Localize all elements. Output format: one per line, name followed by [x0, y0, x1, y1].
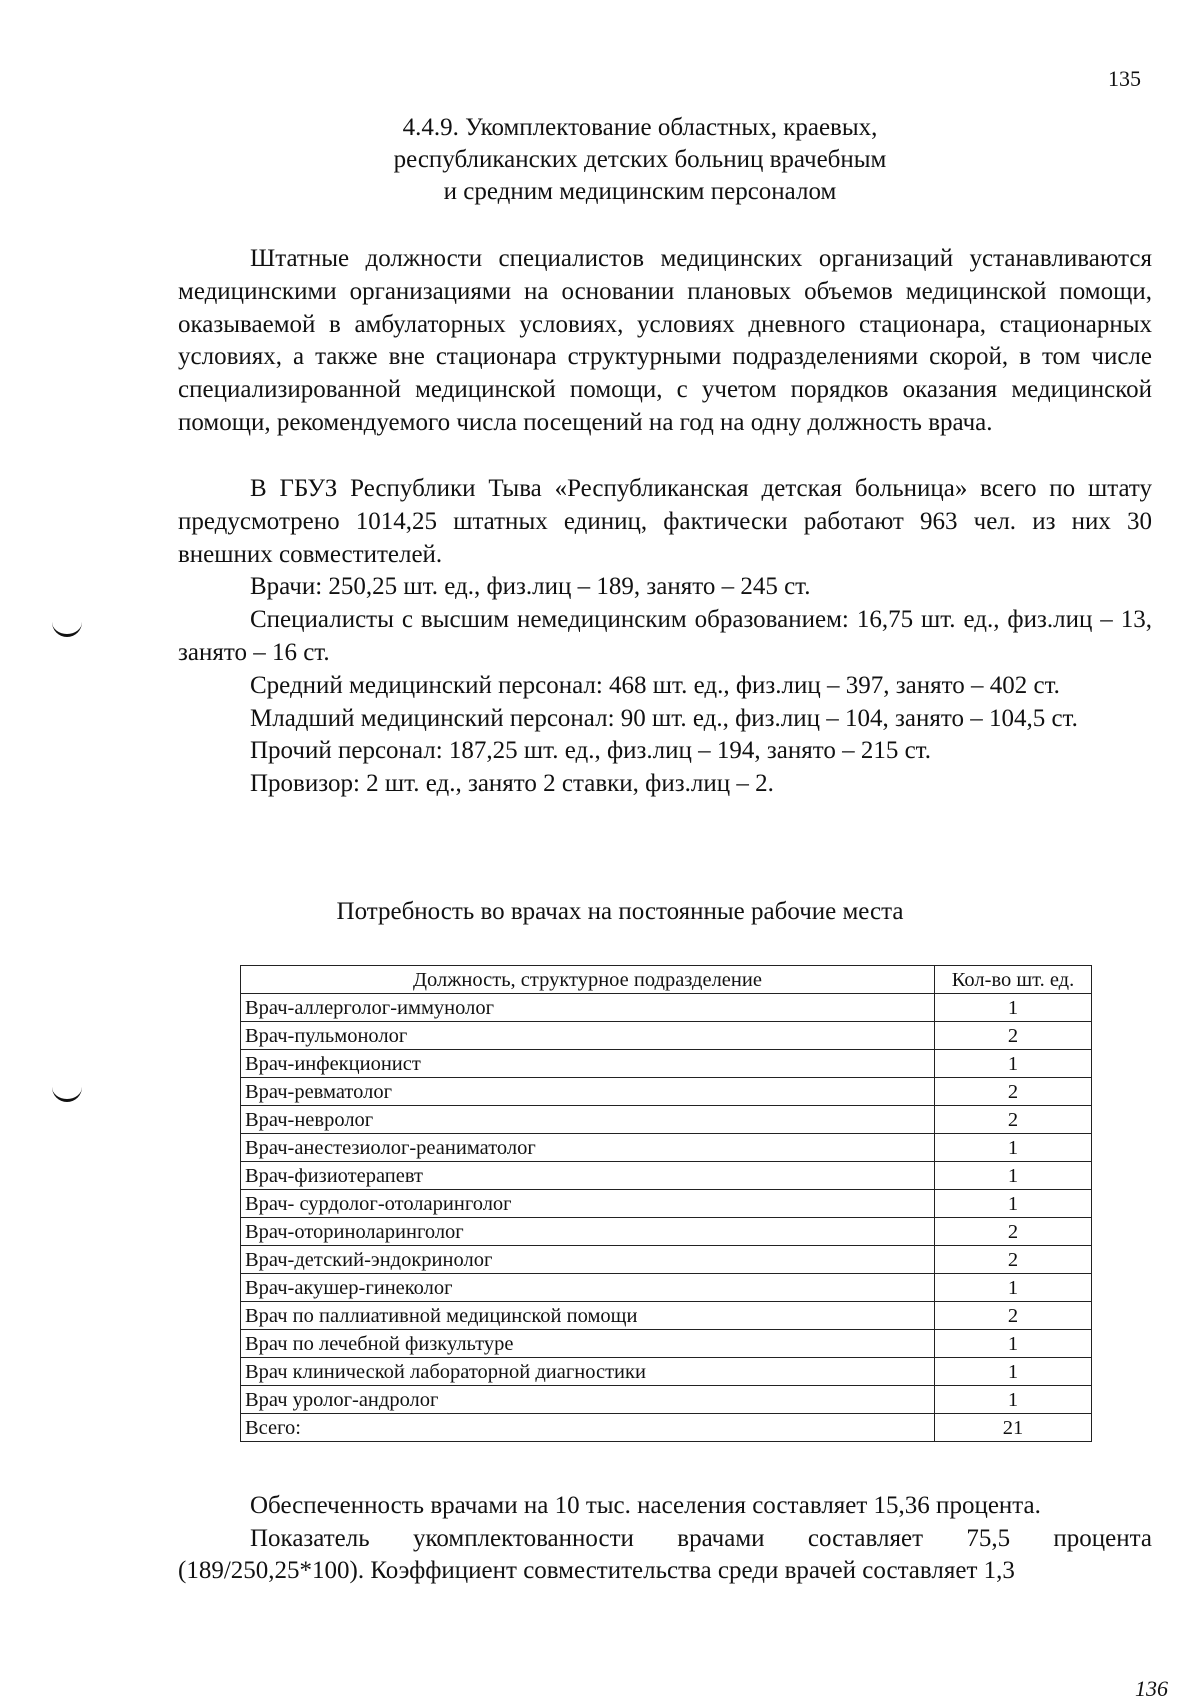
table-row — [241, 1358, 1092, 1386]
margin-mark — [52, 620, 82, 637]
count-cell: 1 — [935, 1386, 1092, 1414]
position-cell: Врач-инфекционист — [241, 1050, 935, 1078]
table-caption: Потребность во врачах на постоянные рабочие места — [336, 898, 904, 925]
position-cell: Врач уролог-андролог — [241, 1386, 935, 1414]
count-cell: 1 — [935, 994, 1092, 1022]
count-cell: 1 — [935, 1358, 1092, 1386]
paragraph-staffing-rate: Показатель укомплектованности врачами составляет 75,5 процента (189/250,25*100). Коэффициент совместительства среди врачей составляет 1,3 — [178, 1524, 1152, 1584]
position-cell: Врач-анестезиолог-реаниматолог — [241, 1134, 935, 1162]
table-header-row — [241, 966, 1092, 994]
position-cell: Врач-акушер-гинеколог — [241, 1274, 935, 1302]
paragraph-junior-staff: Младший медицинский персонал: 90 шт. ед., физ.лиц – 104, занято – 104,5 ст. — [250, 704, 1078, 732]
paragraph-staff-positions: Штатные должности специалистов медицинских организаций устанавливаются медицинскими организациями на основании плановых объемов медицинской помощи, оказываемой в амбулаторных условиях, условиях дневного стационара, стационарных условиях, а также вне стационара структурными подразделениями скорой, в том числе специализированной медицинской помощи, с учетом порядков оказания медицинской помощи, рекомендуемого числа посещений на год на одну должность врача. — [178, 245, 1152, 436]
heading-line: республиканских детских больниц врачебным — [393, 146, 887, 173]
table-row — [241, 1274, 1092, 1302]
header-position: Должность, структурное подразделение — [241, 966, 935, 994]
table-row — [241, 1246, 1092, 1274]
count-cell: 1 — [935, 1190, 1092, 1218]
header-count: Кол-во шт. ед. — [935, 966, 1092, 994]
position-cell: Врач-оториноларинголог — [241, 1218, 935, 1246]
count-cell: 2 — [935, 1106, 1092, 1134]
paragraph-pharmacist: Провизор: 2 шт. ед., занято 2 ставки, физ.лиц – 2. — [250, 770, 774, 798]
table-row — [241, 1050, 1092, 1078]
position-cell: Врач-физиотерапевт — [241, 1162, 935, 1190]
paragraph-hospital-staff: В ГБУЗ Республики Тыва «Республиканская детская больница» всего по штату предусмотрено 1014,25 штатных единиц, фактически работают 963 чел. из них 30 внешних совместителей. — [178, 475, 1152, 568]
position-cell: Врач-детский-эндокринолог — [241, 1246, 935, 1274]
paragraph-doctor-ratio: Обеспеченность врачами на 10 тыс. населения составляет 15,36 процента. — [250, 1492, 1041, 1519]
paragraph-nonmedical-specialists: Специалисты с высшим немедицинским образованием: 16,75 шт. ед., физ.лиц – 13, занято – 16 ст. — [178, 606, 1152, 666]
position-cell: Врач по паллиативной медицинской помощи — [241, 1302, 935, 1330]
count-cell: 1 — [935, 1162, 1092, 1190]
position-cell: Врач-ревматолог — [241, 1078, 935, 1106]
table-row — [241, 1022, 1092, 1050]
table-total-row — [241, 1414, 1092, 1442]
heading-line: 4.4.9. Укомплектование областных, краевых, — [402, 114, 878, 141]
section-heading — [260, 112, 1020, 208]
table-row — [241, 994, 1092, 1022]
table-row — [241, 1330, 1092, 1358]
paragraph-nurses: Средний медицинский персонал: 468 шт. ед., физ.лиц – 397, занято – 402 ст. — [250, 671, 1060, 699]
count-cell: 2 — [935, 1078, 1092, 1106]
table-row — [241, 1386, 1092, 1414]
position-cell: Врач-пульмонолог — [241, 1022, 935, 1050]
doctor-needs-table — [240, 965, 1092, 1442]
table-row — [241, 1218, 1092, 1246]
margin-mark — [52, 1085, 82, 1102]
count-cell: 2 — [935, 1246, 1092, 1274]
count-cell: 1 — [935, 1134, 1092, 1162]
staffing-summary — [178, 1490, 1152, 1588]
position-cell: Врач по лечебной физкультуре — [241, 1330, 935, 1358]
table-row — [241, 1302, 1092, 1330]
table-row — [241, 1162, 1092, 1190]
position-cell: Врач-невролог — [241, 1106, 935, 1134]
page-number: 135 — [1108, 66, 1141, 91]
staffing-intro — [178, 243, 1152, 440]
count-cell: 1 — [935, 1330, 1092, 1358]
position-cell: Врач-аллерголог-иммунолог — [241, 994, 935, 1022]
table-row — [241, 1134, 1092, 1162]
table-row — [241, 1078, 1092, 1106]
paragraph-doctors: Врачи: 250,25 шт. ед., физ.лиц – 189, занято – 245 ст. — [250, 573, 811, 601]
total-count-cell: 21 — [935, 1414, 1092, 1442]
position-cell: Врач клинической лабораторной диагностики — [241, 1358, 935, 1386]
count-cell: 1 — [935, 1050, 1092, 1078]
paragraph-other-staff: Прочий персонал: 187,25 шт. ед., физ.лиц – 194, занято – 215 ст. — [250, 737, 931, 765]
next-page-number: 136 — [1135, 1676, 1168, 1701]
count-cell: 2 — [935, 1022, 1092, 1050]
count-cell: 1 — [935, 1274, 1092, 1302]
count-cell: 2 — [935, 1302, 1092, 1330]
heading-line: и средним медицинским персоналом — [443, 178, 837, 205]
count-cell: 2 — [935, 1218, 1092, 1246]
staffing-details — [178, 473, 1152, 801]
table-row — [241, 1190, 1092, 1218]
total-label-cell: Всего: — [241, 1414, 935, 1442]
table-row — [241, 1106, 1092, 1134]
position-cell: Врач- сурдолог-отоларинголог — [241, 1190, 935, 1218]
